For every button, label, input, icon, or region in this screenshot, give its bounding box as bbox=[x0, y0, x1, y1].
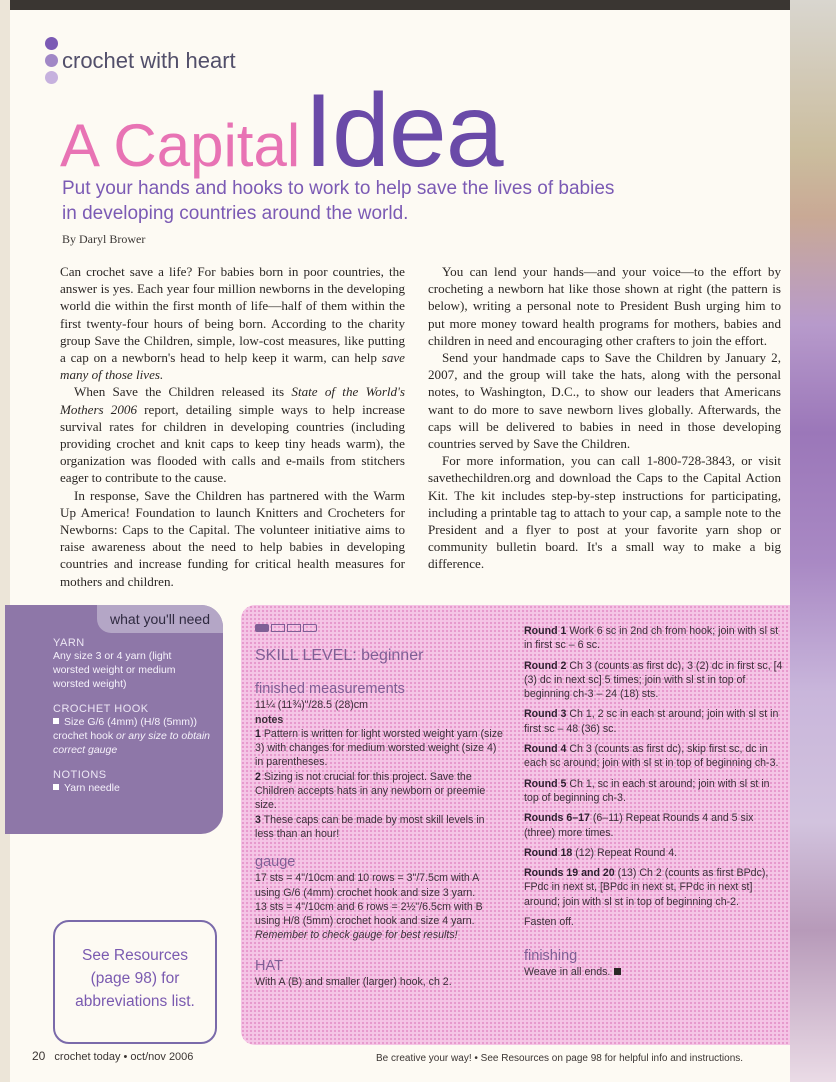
hook-text: Size G/6 (4mm) (H/8 (5mm)) crochet hook or any size to obtain correct gauge bbox=[53, 716, 211, 756]
page-left-edge bbox=[0, 0, 10, 1082]
note-item: 1 Pattern is written for light worsted weight yarn (size 3) with changes for medium worsted weight (size 4) in parentheses. bbox=[255, 727, 503, 769]
skill-level-icon bbox=[255, 622, 503, 636]
hat-text: With A (B) and smaller (larger) hook, ch 2. bbox=[255, 975, 452, 988]
yarn-label: YARN bbox=[53, 637, 85, 649]
hook-label: CROCHET HOOK bbox=[53, 703, 149, 715]
title-part-1: A Capital bbox=[60, 112, 301, 179]
round-item: Rounds 6–17 (6–11) Repeat Rounds 4 and 5 six (three) more times. bbox=[524, 812, 754, 839]
byline: By Daryl Brower bbox=[62, 232, 146, 246]
gauge-text: 13 sts = 4"/10cm and 6 rows = 2½"/6.5cm with B using H/8 (5mm) crochet hook and size 4 yarn. bbox=[255, 900, 483, 928]
article-title bbox=[60, 72, 503, 191]
notes-heading: notes bbox=[255, 713, 284, 726]
finished-text: 11¼ (11¾)"/28.5 (28)cm bbox=[255, 699, 368, 712]
gauge-text: 17 sts = 4"/10cm and 10 rows = 3"/7.5cm with A using G/6 (4mm) crochet hook and size 3 yarn. bbox=[255, 872, 479, 899]
folio bbox=[32, 1049, 193, 1063]
article-column-1 bbox=[60, 263, 405, 590]
notions-label: NOTIONS bbox=[53, 769, 107, 781]
what-youll-need-box bbox=[5, 605, 223, 834]
gauge-heading: gauge bbox=[255, 854, 296, 871]
article-deck: Put your hands and hooks to work to help save the lives of babies in developing countries around the world. bbox=[62, 178, 615, 224]
pattern-column-2 bbox=[524, 624, 786, 980]
round-item: Round 5 Ch 1, sc in each st around; join with sl st in top of beginning ch-3. bbox=[524, 777, 770, 804]
end-mark-icon bbox=[614, 968, 621, 975]
yarn-photo-strip bbox=[790, 0, 836, 1082]
paragraph: When Save the Children released its State of the World's Mothers 2006 report, detailing simple ways to help increase survival rates for children in developing countries (including providing crochet and knit caps to keep tiny heads warm), the organization was flooded with calls and e-mails from stitchers eager to contribute to the cause. bbox=[60, 384, 405, 486]
round-item: Round 4 Ch 3 (counts as first dc), skip first sc, dc in each sc around; join with sl st in top of beginning ch-3. bbox=[524, 743, 779, 770]
finished-heading: finished measurements bbox=[255, 681, 405, 698]
round-item: Round 18 (12) Repeat Round 4. bbox=[524, 846, 678, 859]
round-item: Round 3 Ch 1, 2 sc in each st around; join with sl st in first sc – 48 (36) sc. bbox=[524, 708, 779, 735]
paragraph: In response, Save the Children has partnered with the Warm Up America! Foundation to launch Knitters and Crocheters for Newborns: Caps to the Capital. The volunteer initiative aims to raise awareness about the need to help babies in developing countries and increase funding for critical health measures for mothers and children. bbox=[60, 487, 405, 589]
gauge-note: Remember to check gauge for best results! bbox=[255, 929, 458, 942]
decorative-dots bbox=[43, 37, 59, 89]
page-top-edge bbox=[0, 0, 836, 10]
finishing-heading: finishing bbox=[524, 948, 578, 965]
yarn-text: Any size 3 or 4 yarn (light worsted weight or medium worsted weight) bbox=[53, 650, 176, 690]
round-item: Round 2 Ch 3 (counts as first dc), 3 (2) dc in first sc, [4 (3) dc in next sc] 5 times; join with sl st in top of beginning ch-3 – 24 (18) sts. bbox=[524, 659, 783, 701]
round-item: Rounds 19 and 20 (13) Ch 2 (counts as first BPdc), FPdc in next st, [BPdc in next st, FPdc in next st] around; join with sl st in top of beginning ch-2. bbox=[524, 867, 769, 908]
fasten-off: Fasten off. bbox=[524, 916, 574, 929]
article-column-2 bbox=[428, 263, 781, 573]
resources-box bbox=[53, 920, 217, 1044]
what-youll-need-heading: what you'll need bbox=[97, 605, 223, 633]
magazine-name: crochet today • oct/nov 2006 bbox=[54, 1051, 194, 1063]
pattern-column-1 bbox=[255, 622, 503, 989]
paragraph: Can crochet save a life? For babies born in poor countries, the answer is yes. Each year four million newborns in the developing world die within the first month of life—half of them within the first twenty-four hours of being born. According to the charity group Save the Children, simple, low-cost measures, like putting a cap on a newborn's head to help keep it warm, can help save many of those lives. bbox=[60, 264, 405, 383]
footer-tagline: Be creative your way! • See Resources on page 98 for helpful info and instructions. bbox=[376, 1053, 744, 1064]
bullet bbox=[53, 718, 59, 724]
paragraph: You can lend your hands—and your voice—to the effort by crocheting a newborn hat like those shown at right (the pattern is below), writing a personal note to President Bush urging him to put more money toward health programs for mothers, babies and children in need and encouraging other crafters to join the effort. bbox=[428, 264, 781, 348]
paragraph: Send your handmade caps to Save the Children by January 2, 2007, and the group will take the hats, along with the personal notes, to Washington, D.C., to show our leaders that Americans want to do more to save newborn lives globally. Afterwards, the caps will be delivered to babies in need in those developing countries served by Save the Children. bbox=[428, 350, 781, 452]
note-item: 3 These caps can be made by most skill levels in less than an hour! bbox=[255, 813, 485, 840]
finishing-text: Weave in all ends. bbox=[524, 965, 786, 979]
bullet bbox=[53, 784, 59, 790]
title-part-2: Idea bbox=[304, 73, 503, 189]
notions-text: Yarn needle bbox=[53, 781, 211, 795]
page-number: 20 bbox=[32, 1049, 46, 1063]
section-label: crochet with heart bbox=[62, 48, 236, 73]
paragraph: For more information, you can call 1-800-728-3843, or visit savethechildren.org and download the Caps to the Capital Action Kit. The kit includes step-by-step instructions for participating, including a printable tag to attach to your cap, a sample note to the President and a flyer to post at your favorite yarn shop or community bulletin board. It's a small way to make a big difference. bbox=[428, 453, 781, 572]
round-item: Round 1 Work 6 sc in 2nd ch from hook; join with sl st in first sc – 6 sc. bbox=[524, 625, 779, 652]
note-item: 2 Sizing is not crucial for this project. Save the Children accepts hats in any newborn or preemie size. bbox=[255, 770, 486, 812]
skill-level: SKILL LEVEL: beginner bbox=[255, 647, 424, 665]
resources-text: See Resources (page 98) for abbreviations list. bbox=[75, 947, 195, 1010]
hat-heading: HAT bbox=[255, 957, 283, 974]
